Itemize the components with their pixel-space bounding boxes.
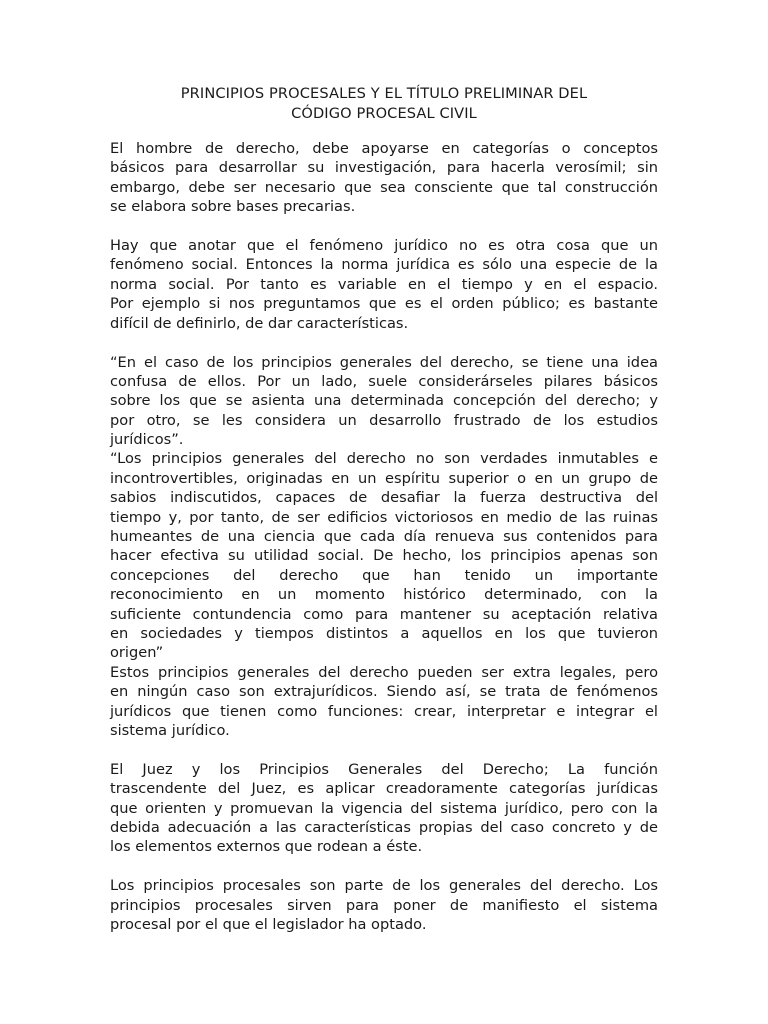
document-body — [110, 139, 658, 954]
title-line: CÓDIGO PROCESAL CIVIL — [291, 105, 477, 122]
paragraph — [110, 876, 658, 934]
paragraph-line: origen” — [110, 644, 164, 662]
paragraph-line: embargo, debe ser necesario que sea consciente que tal construcción — [110, 178, 658, 196]
paragraph-line: Estos principios generales del derecho pueden ser extra legales, pero — [110, 663, 658, 681]
paragraph-line: “Los principios generales del derecho no son verdades inmutables e — [110, 450, 658, 468]
paragraph-line: que orienten y promuevan la vigencia del sistema jurídico, pero con la — [110, 799, 658, 817]
paragraph-line: “En el caso de los principios generales del derecho, se tiene una idea — [110, 353, 658, 371]
paragraph-line: en sociedades y tiempos distintos a aquellos en los que tuvieron — [110, 624, 658, 642]
paragraph-line: humeantes de una ciencia que cada día renueva sus contenidos para — [110, 528, 658, 546]
paragraph-line: reconocimiento en un momento histórico determinado, con la — [110, 586, 658, 604]
paragraph-line: procesal por el que el legislador ha optado. — [110, 916, 427, 934]
paragraph-line: El Juez y los Principios Generales del Derecho; La función — [110, 760, 658, 778]
paragraph-line: hacer efectiva su utilidad social. De hecho, los principios apenas son — [110, 547, 658, 565]
paragraph-line: trascendente del Juez, es aplicar creadoramente categorías jurídicas — [110, 780, 658, 798]
paragraph-line: los elementos externos que rodean a éste. — [110, 838, 423, 856]
paragraph-line: Los principios procesales son parte de los generales del derecho. Los — [110, 877, 658, 895]
paragraph-line: Hay que anotar que el fenómeno jurídico no es otra cosa que un — [110, 237, 658, 255]
paragraph-line: suficiente contundencia como para mantener su aceptación relativa — [110, 605, 658, 623]
paragraph — [110, 353, 658, 450]
paragraph-line: debida adecuación a las características propias del caso concreto y de — [110, 819, 658, 836]
paragraph-line: principios procesales sirven para poner de manifiesto el sistema — [110, 896, 658, 914]
paragraph-line: por otro, se les considera un desarrollo frustrado de los estudios — [110, 411, 658, 429]
paragraph-line: jurídicos”. — [110, 431, 184, 449]
paragraph-line: sistema jurídico. — [110, 721, 230, 739]
paragraph-line: confusa de ellos. Por un lado, suele considerárseles pilares básicos — [110, 372, 658, 390]
paragraph-line: difícil de definirlo, de dar características. — [110, 314, 409, 332]
title-line: PRINCIPIOS PROCESALES Y EL TÍTULO PRELIMINAR DEL — [180, 85, 588, 102]
paragraph — [110, 760, 658, 857]
paragraph — [110, 449, 658, 662]
paragraph-line: fenómeno social. Entonces la norma jurídica es sólo una especie de la — [110, 256, 658, 274]
paragraph-line: jurídicos que tienen como funciones: crear, interpretar e integrar el — [110, 702, 658, 720]
paragraph-line: básicos para desarrollar su investigación, para hacerla verosímil; sin — [110, 159, 658, 177]
paragraph — [110, 139, 658, 217]
paragraph-line: El hombre de derecho, debe apoyarse en categorías o conceptos — [110, 140, 658, 157]
paragraph-line: sobre los que se asienta una determinada concepción del derecho; y — [110, 392, 658, 410]
paragraph-line: tiempo y, por tanto, de ser edificios victoriosos en medio de las ruinas — [110, 508, 658, 526]
paragraph-line: sabios indiscutidos, capaces de desafiar la fuerza destructiva del — [110, 489, 658, 507]
document-title — [110, 84, 658, 124]
paragraph — [110, 663, 658, 741]
paragraph — [110, 236, 658, 333]
paragraph-line: incontrovertibles, originadas en un espíritu superior o en un grupo de — [110, 469, 658, 487]
paragraph-line: se elabora sobre bases precarias. — [110, 198, 356, 216]
paragraph-line: norma social. Por tanto es variable en el tiempo y en el espacio. — [110, 275, 658, 293]
paragraph-line: Por ejemplo si nos preguntamos que es el orden público; es bastante — [110, 295, 658, 313]
paragraph-line: concepciones del derecho que han tenido un importante — [110, 566, 658, 584]
paragraph-line: en ningún caso son extrajurídicos. Siendo así, se trata de fenómenos — [110, 683, 658, 701]
